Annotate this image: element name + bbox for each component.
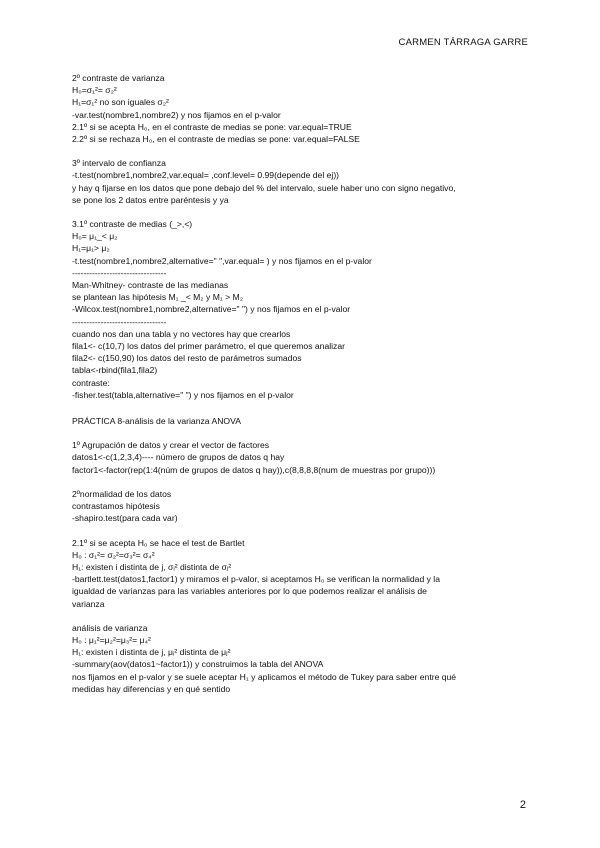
section-variance-analysis [72,622,532,695]
text-line: fila1<- c(10,7) los datos del primer parámetro, el que queremos analizar [72,341,345,352]
section-confidence-interval [72,157,532,206]
text-line: H₀ : μ₁²=μ₂²=μ₃²= μ₄² [72,634,151,645]
text-line: se plantean las hipótesis M₁ _< M₂ y M₁ > M₂ [72,292,244,303]
text-line: varianza [72,598,105,609]
text-line: H₀ : σ₁²= σ₂²=σ₃²= σ₄² [72,549,155,560]
section-variance-contrast [72,72,532,145]
text-line: H₁=μ₁> μ₂ [72,243,110,254]
text-line: igualdad de varianzas para las variables anteriores por lo que podemos realizar el análisis de [72,586,427,597]
text-line: 2º contraste de varianza [72,73,165,83]
text-line: H₁=σ₁² no son iguales σ₂² [72,97,169,108]
text-line: y hay q fijarse en los datos que pone debajo del % del intervalo, suele haber uno con signo negativo, [72,182,456,193]
text-line: se pone los 2 datos entre paréntesis y ya [72,194,229,205]
text-line: H₀=σ₁²= σ₂² [72,85,117,96]
text-line: datos1<-c(1,2,3,4)---- número de grupos de datos q hay [72,452,285,463]
text-line: medidas hay diferencias y en qué sentido [72,683,231,694]
text-line: factor1<-factor(rep(1:4(núm de grupos de datos q hay)),c(8,8,8,8(num de muestras por grupo))) [72,464,436,475]
text-line: fila2<- c(150,90) los datos del resto de parámetros sumados [72,353,302,364]
text-line: contrastamos hipótesis [72,501,160,512]
practice-title: PRÁCTICA 8-análisis de la varianza ANOVA [72,416,241,427]
text-line: 2ºnormalidad de los datos [72,488,172,499]
text-line: -summary(aov(datos1~factor1)) y construimos la tabla del ANOVA [72,659,324,670]
text-line: nos fijamos en el p-valor y se suele aceptar H₁ y aplicamos el método de Tukey para saber entre qué [72,671,457,682]
section-normality [72,488,532,525]
text-line: -bartlett.test(datos1,factor1) y miramos el p-valor, si aceptamos H₀ se verifican la normalidad y la [72,574,440,585]
text-line: análisis de varianza [72,622,148,633]
text-line: 2.1º si se acepta H₀, en el contraste de medias se pone: var.equal=TRUE [72,121,352,132]
text-line: cuando nos dan una tabla y no vectores hay que crearlos [72,328,291,339]
text-line: 1º Agrupación de datos y crear el vector de factores [72,440,270,451]
text-line: 2.1º si se acepta H₀ se hace el test de Bartlet [72,537,245,548]
page-number: 2 [519,799,526,811]
text-line: H₀= μ₁_< μ₂ [72,231,118,242]
text-line: -var.test(nombre1,nombre2) y nos fijamos en el p-valor [72,109,281,120]
text-line: -shapiro.test(para cada var) [72,513,178,524]
section-means-contrast [72,218,532,401]
separator-line: --------------------------------- [72,316,167,327]
document-body [72,72,532,695]
text-line: -t.test(nombre1,nombre2,alternative=" ",var.equal= ) y nos fijamos en el p-valor [72,255,372,266]
text-line: 3º intervalo de confianza [72,158,166,169]
section-bartlett [72,537,532,610]
text-line: Man-Whitney- contraste de las medianas [72,280,229,291]
section-data-grouping [72,439,532,476]
text-line: H₁: existen i distinta de j, σᵢ² distinta de σⱼ² [72,561,232,572]
document-header-author: CARMEN TÁRRAGA GARRE [398,37,528,48]
text-line: 3.1º contraste de medias (_>,<) [72,219,193,230]
text-line: -Wilcox.test(nombre1,nombre2,alternative=" ") y nos fijamos en el p-valor [72,304,351,315]
text-line: contraste: [72,377,110,388]
text-line: H₁: existen i distinta de j, μᵢ² distinta de μⱼ² [72,647,231,658]
text-line: -fisher.test(tabla,alternative=" ") y nos fijamos en el p-valor [72,389,294,400]
text-line: tabla<-rbind(fila1,fila2) [72,365,158,376]
text-line: -t.test(nombre1,nombre2,var.equal= ,conf.level= 0.99(depende del ej)) [72,170,340,181]
separator-line: --------------------------------- [72,267,167,278]
text-line: 2.2º si se rechaza H₀, en el contraste de medias se pone: var.equal=FALSE [72,134,360,145]
